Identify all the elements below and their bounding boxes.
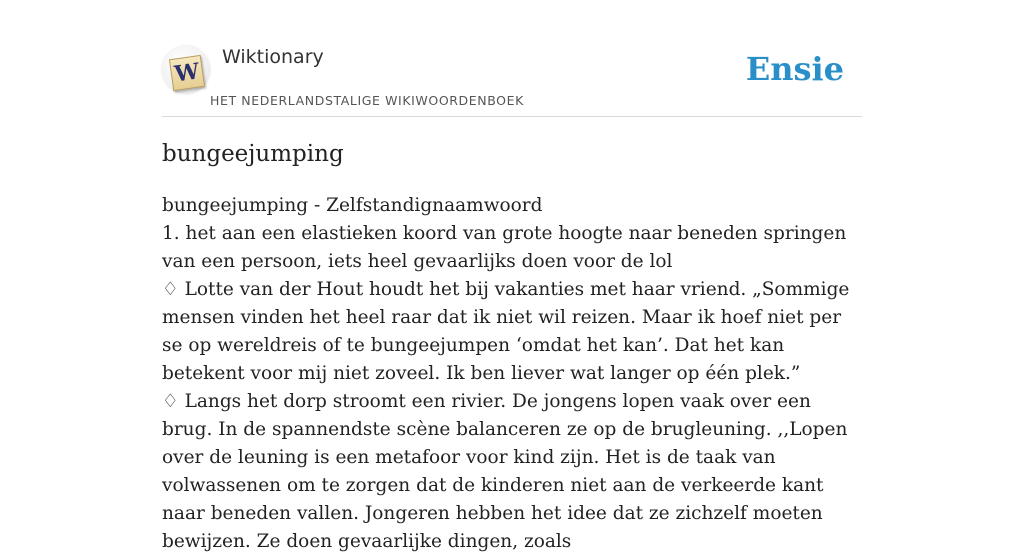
ensie-brand-logo[interactable]: Ensie <box>745 50 844 88</box>
diamond-icon: ♢ <box>162 391 179 412</box>
site-name[interactable]: Wiktionary <box>222 46 324 68</box>
logo-tile-icon: W <box>169 55 205 91</box>
site-tagline: HET NEDERLANDSTALIGE WIKIWOORDENBOEK <box>210 93 524 108</box>
wiktionary-logo[interactable] <box>162 46 210 94</box>
entry-body <box>162 192 862 556</box>
example-text: Lotte van der Hout houdt het bij vakanties met haar vriend. „Sommige mensen vinden het heel raar dat ik niet wil reizen. Maar ik hoef niet per se op wereldreis of te bungeejumpen ‘omdat het kan’. Dat het kan betekent voor mij niet zoveel. Ik ben liever wat langer op één plek.” <box>162 279 850 384</box>
definition: 1. het aan een elastieken koord van grote hoogte naar beneden springen van een persoon, iets heel gevaarlijks doen voor de lol <box>162 223 847 272</box>
page-title: bungeejumping <box>162 141 344 167</box>
site-header <box>162 40 862 117</box>
example-text: Langs het dorp stroomt een rivier. De jongens lopen vaak over een brug. In de spannendste scène balanceren ze op de brugleuning. ,,Lopen over de leuning is een metafoor voor kind zijn. Het is de taak van volwassenen om te zorgen dat de kinderen niet aan de verkeerde kant naar beneden vallen. Jongeren hebben het idee dat ze zichzelf moeten bewijzen. Ze doen gevaarlijke dingen, zoals <box>162 391 848 552</box>
entry-content <box>162 138 862 556</box>
example-1 <box>162 276 862 388</box>
diamond-icon: ♢ <box>162 279 179 300</box>
part-of-speech-line: bungeejumping - Zelfstandignaamwoord <box>162 195 543 216</box>
example-2 <box>162 388 862 556</box>
